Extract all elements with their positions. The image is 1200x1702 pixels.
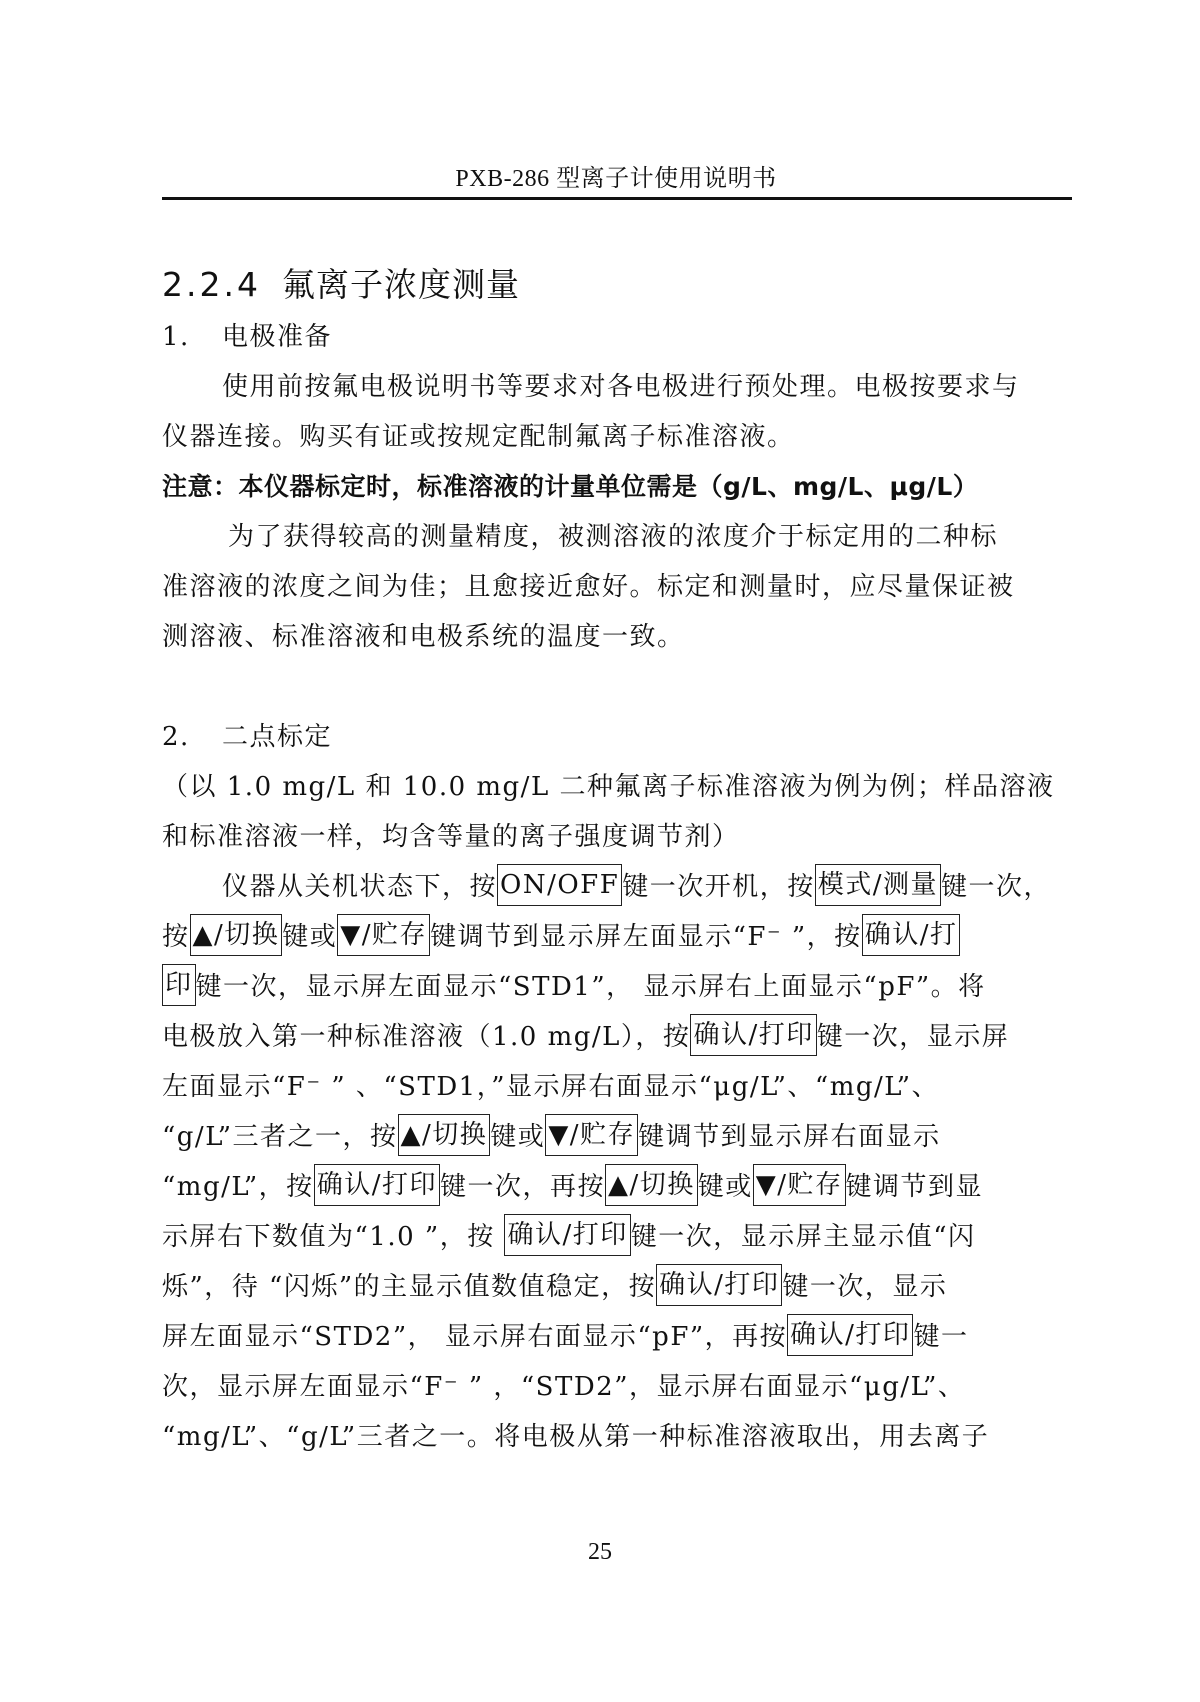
page-number: 25 [588, 1539, 612, 1565]
paragraph-line: 和标准溶液一样，均含等量的离子强度调节剂） [162, 822, 740, 852]
text: 键一次，再按 [439, 1172, 605, 1202]
paragraph-line [162, 1412, 1082, 1462]
key-down-store: ▼/贮存 [337, 914, 430, 956]
text: 次，显示屏左面显示“F⁻ ” ，“STD2”，显示屏右面显示“μg/L”、 [162, 1372, 966, 1402]
text: 键一次，显示屏 [816, 1022, 1010, 1052]
document-body [162, 258, 1082, 1462]
key-confirm-print: 确认/打印 [787, 1314, 913, 1356]
key-up-switch: ▲/切换 [190, 914, 283, 956]
text: 键一次， [941, 872, 1052, 902]
item-1-heading [162, 312, 1082, 362]
paragraph-line: 测溶液、标准溶液和电极系统的温度一致。 [162, 622, 685, 652]
paragraph-line [162, 1312, 1082, 1362]
key-confirm-print: 确认/打印 [690, 1014, 816, 1056]
text: 示屏右下数值为“1.0 ”，按 [162, 1222, 505, 1252]
key-up-switch: ▲/切换 [398, 1114, 491, 1156]
text: 键或 [697, 1172, 753, 1202]
text: 左面显示“F⁻ ” 、“STD1，”显示屏右面显示“μg/L”、“mg/L”、 [162, 1072, 940, 1102]
paragraph-line: （以 1.0 mg/L 和 10.0 mg/L 二种氟离子标准溶液为例为例；样品溶液 [162, 772, 1055, 802]
text: 电极放入第一种标准溶液（1.0 mg/L），按 [162, 1022, 691, 1052]
spacer [162, 662, 1082, 712]
key-confirm-print: 确认/打印 [656, 1264, 782, 1306]
text: 键调节到显 [845, 1172, 984, 1202]
paragraph-line [162, 1112, 1082, 1162]
key-confirm-print: 确认/打印 [504, 1214, 630, 1256]
key-confirm-print: 确认/打印 [314, 1164, 440, 1206]
item-1-title: 电极准备 [222, 322, 333, 352]
paragraph-line [162, 1162, 1082, 1212]
paragraph-line [162, 1262, 1082, 1312]
paragraph-line [162, 1212, 1082, 1262]
paragraph-line [162, 1062, 1082, 1112]
paragraph-line: 为了获得较高的测量精度，被测溶液的浓度介于标定用的二种标 [228, 522, 999, 552]
section-heading [162, 258, 1082, 312]
text: 键调节到显示屏右面显示 [638, 1122, 941, 1152]
page-header-title: PXB-286 型离子计使用说明书 [455, 166, 777, 192]
key-down-store: ▼/贮存 [753, 1164, 846, 1206]
key-up-switch: ▲/切换 [605, 1164, 698, 1206]
text: 仪器从关机状态下，按 [222, 872, 498, 902]
paragraph-line [162, 862, 1082, 912]
section-title: 氟离子浓度测量 [282, 265, 520, 304]
header-rule [162, 197, 1072, 200]
paragraph-line [162, 1012, 1082, 1062]
key-confirm-print: 印 [162, 964, 196, 1006]
text: 键一次开机，按 [622, 872, 815, 902]
note-line: 注意：本仪器标定时，标准溶液的计量单位需是（g/L、mg/L、μg/L） [162, 472, 979, 501]
key-down-store: ▼/贮存 [545, 1114, 638, 1156]
text: 烁”，待 “闪烁”的主显示值数值稳定，按 [162, 1272, 657, 1302]
item-1-number: 1. [162, 322, 190, 352]
paragraph-line: 准溶液的浓度之间为佳；且愈接近愈好。标定和测量时，应尽量保证被 [162, 572, 1015, 602]
text: 键一次，显示屏左面显示“STD1”， 显示屏右上面显示“pF”。将 [195, 972, 986, 1002]
item-2-number: 2. [162, 722, 190, 752]
paragraph-line: 使用前按氟电极说明书等要求对各电极进行预处理。电极按要求与 [222, 372, 1020, 402]
key-confirm-print: 确认/打 [862, 914, 961, 956]
text: 键或 [282, 922, 338, 952]
item-2-title: 二点标定 [222, 722, 333, 752]
text: 键一次，显示 [782, 1272, 948, 1302]
paragraph-line [162, 1362, 1082, 1412]
key-on-off: ON/OFF [497, 864, 622, 906]
text: 键调节到显示屏左面显示“F⁻ ”，按 [430, 922, 862, 952]
text: 键或 [490, 1122, 546, 1152]
text: 按 [162, 922, 190, 952]
text: 屏左面显示“STD2”， 显示屏右面显示“pF”，再按 [162, 1322, 788, 1352]
text: 键一 [913, 1322, 969, 1352]
text: 键一次，显示屏主显示值“闪 [630, 1222, 976, 1252]
text: “g/L”三者之一，按 [162, 1122, 398, 1152]
key-mode-measure: 模式/测量 [815, 864, 941, 906]
text: “mg/L”，按 [162, 1172, 314, 1202]
item-2-heading [162, 712, 1082, 762]
paragraph-line: 仪器连接。购买有证或按规定配制氟离子标准溶液。 [162, 422, 795, 452]
text: “mg/L”、“g/L”三者之一。将电极从第一种标准溶液取出，用去离子 [162, 1422, 990, 1452]
paragraph-line [162, 912, 1082, 962]
paragraph-line [162, 962, 1082, 1012]
section-number: 2.2.4 [162, 265, 261, 304]
